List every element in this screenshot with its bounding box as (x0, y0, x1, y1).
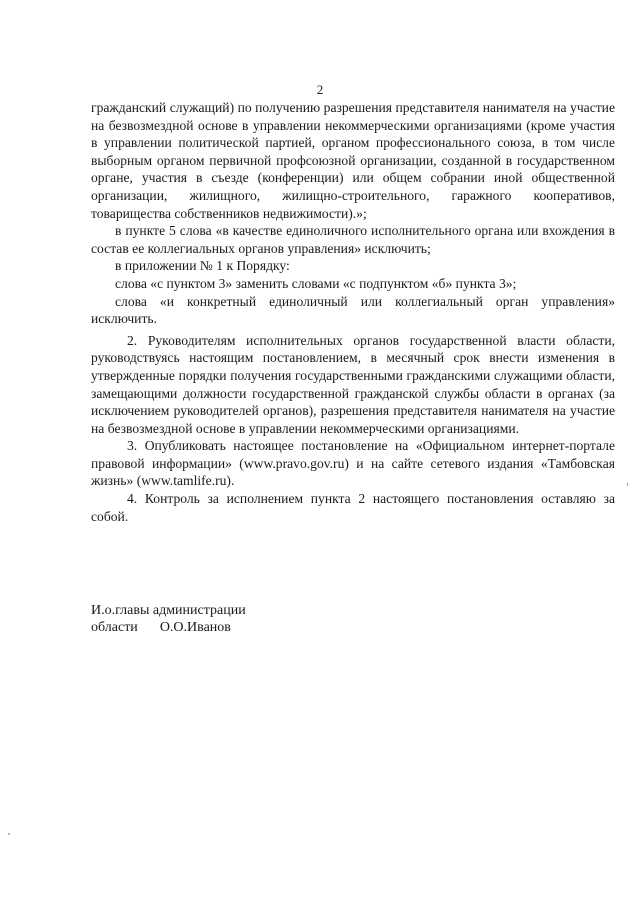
paragraph-point-3: 3. Опубликовать настоящее постановление на «Официальном интернет-портале правовой информации» (www.pravo.gov.ru) и на сайте сетевого издания «Тамбовская жизнь» (www.tamlife.ru). (91, 438, 615, 489)
paragraph-item-5-amendment: в пункте 5 слова «в качестве единоличного исполнительного органа или вхождения в состав ее коллегиальных органов управления» исключить; (91, 223, 615, 256)
paragraph-continuation: гражданский служащий) по получению разрешения представителя нанимателя на участие на безвозмездной основе в управлении некоммерческими организациями (кроме участия в управлении политической партией, органом профессионального союза, в том числе выборным органом первичной профсоюзной организации, созданной в государственном органе, участия в съезде (конференции) или общем собрании иной общественной организации, жилищного, жилищно-строительного, гаражного кооперативов, товарищества собственников недвижимости).»; (91, 100, 615, 221)
scan-speck (8, 833, 10, 835)
signature-name: О.О.Иванов (159, 620, 231, 635)
signature-block (91, 602, 391, 636)
signature-name-line (91, 619, 391, 636)
signature-title: И.о.главы администрации (91, 603, 246, 618)
document-body (91, 99, 615, 525)
page-number: 2 (316, 82, 324, 97)
paragraph-point-4: 4. Контроль за исполнением пункта 2 настоящего постановления оставляю за собой. (91, 491, 615, 524)
paragraph-appendix-1: в приложении № 1 к Порядку: (115, 258, 290, 274)
scan-speck (627, 483, 628, 486)
signature-region: области (91, 620, 138, 635)
paragraph-replace-words: слова «с пунктом 3» заменить словами «с подпунктом «б» пункта 3»; (115, 275, 517, 291)
paragraph-point-2: 2. Руководителям исполнительных органов государственной власти области, руководствуясь настоящим постановлением, в месячный срок внести изменения в утвержденные порядки получения государственными гражданскими служащими области, замещающими должности государственной гражданской службы области в органах (за исключением руководителей органов), разрешения представителя нанимателя на участие на безвозмездной основе в управлении некоммерческими организациями. (91, 332, 615, 436)
paragraph-exclude-words: слова «и конкретный единоличный или коллегиальный орган управления» исключить. (91, 293, 615, 327)
